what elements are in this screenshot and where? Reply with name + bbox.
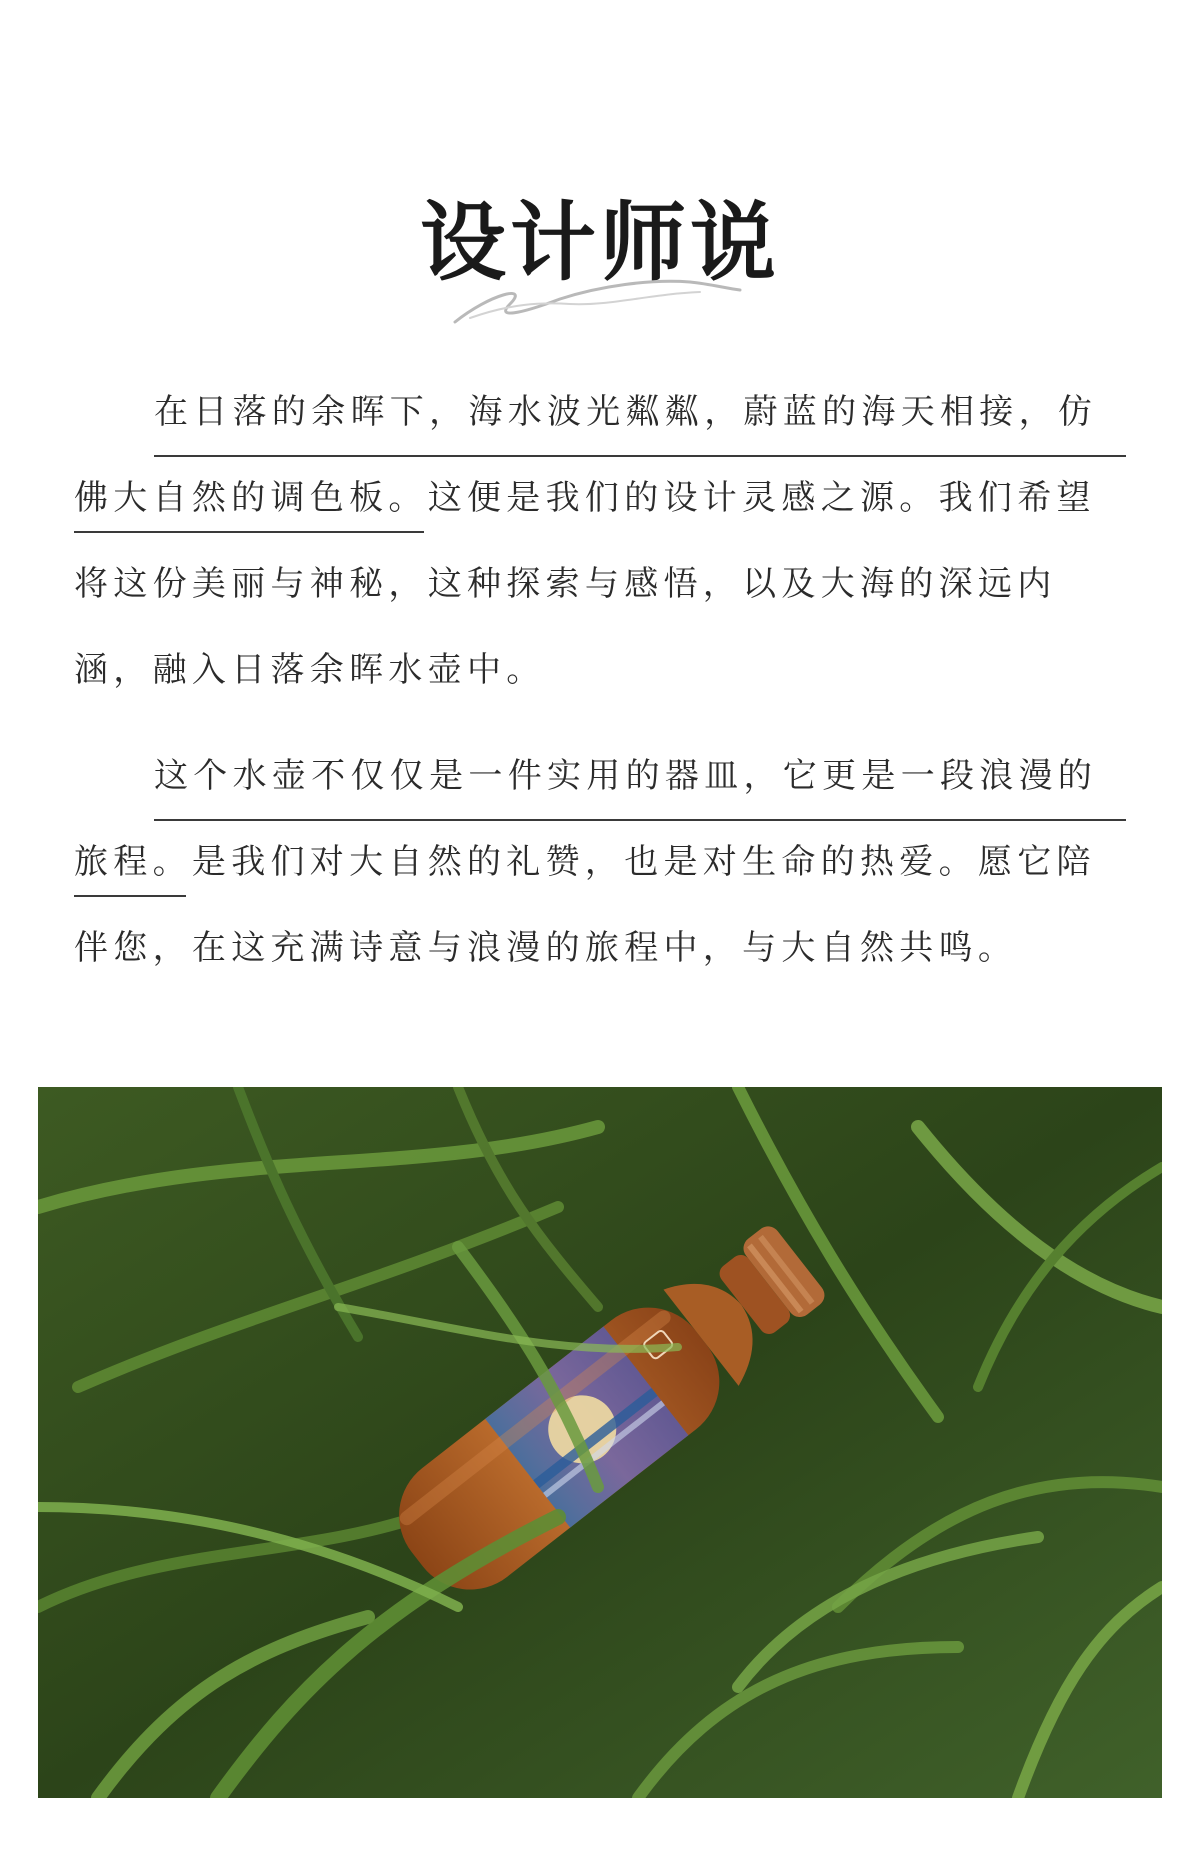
paragraph-1-underline xyxy=(74,531,424,533)
paragraph-1-line-3: 将这份美丽与神秘，这种探索与感悟，以及大海的深远内 xyxy=(74,564,1057,604)
product-photo xyxy=(38,1087,1162,1798)
paragraph-2-underline xyxy=(74,895,186,897)
paragraph-1-line-2: 佛大自然的调色板。这便是我们的设计灵感之源。我们希望 xyxy=(74,478,1096,518)
page-title: 设计师说 xyxy=(420,193,780,293)
decorative-squiggle xyxy=(450,274,750,334)
paragraph-2-line-1: 这个水壶不仅仅是一件实用的器皿，它更是一段浪漫的 xyxy=(154,733,1126,821)
paragraph-1-line-4: 涵，融入日落余晖水壶中。 xyxy=(74,650,546,690)
paragraph-2-line-2: 旅程。是我们对大自然的礼赞，也是对生命的热爱。愿它陪 xyxy=(74,842,1096,882)
bottle-in-grass-image xyxy=(38,1087,1162,1798)
paragraph-1-line-1: 在日落的余晖下，海水波光粼粼，蔚蓝的海天相接，仿 xyxy=(154,369,1126,457)
paragraph-2-line-3: 伴您，在这充满诗意与浪漫的旅程中，与大自然共鸣。 xyxy=(74,928,1018,968)
